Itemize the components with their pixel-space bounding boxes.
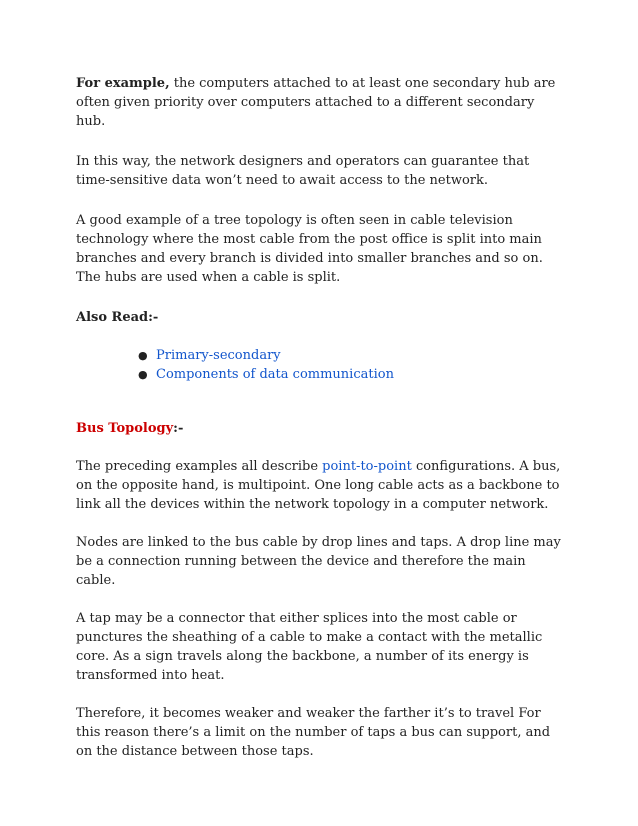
bus-topology-heading-suffix: :- [173, 421, 184, 436]
list-item [138, 365, 566, 384]
bullet-icon: ● [138, 368, 148, 381]
list-item [138, 346, 566, 365]
link-components-of-data-communication[interactable]: Components of data communication [156, 367, 394, 382]
for-example-text: the computers attached to at least one secondary hub are often given priority over computers attached to a different secondary hub. [76, 76, 556, 129]
point-to-point-before: The preceding examples all describe [76, 459, 323, 474]
document-page [76, 74, 566, 761]
paragraph-weaker-signal: Therefore, it becomes weaker and weaker the farther it’s to travel For this reason there’s a limit on the number of taps a bus can support, and on the distance between those taps. [76, 706, 551, 759]
bus-topology-heading [76, 419, 566, 438]
paragraph-tree-topology-example: A good example of a tree topology is often seen in cable television technology where the most cable from the post office is split into main branches and every branch is divided into smaller branches and so on. The hubs are used when a cable is split. [76, 213, 543, 285]
paragraph-drop-lines: Nodes are linked to the bus cable by drop lines and taps. A drop line may be a connection running between the device and therefore the main cable. [76, 535, 561, 588]
paragraph-network-designers: In this way, the network designers and operators can guarantee that time-sensitive data won’t need to await access to the network. [76, 154, 530, 188]
for-example-lead: For example, [76, 76, 170, 91]
point-to-point-after: configurations. A bus, on the opposite hand, is multipoint. One long cable acts as a backbone to link all the devices within the network topology in a computer network. [76, 459, 561, 512]
bullet-icon: ● [138, 349, 148, 362]
paragraph-for-example [76, 74, 566, 131]
paragraph-tap: A tap may be a connector that either splices into the most cable or punctures the sheathing of a cable to make a contact with the metallic core. As a sign travels along the backbone, a number of its energy is transformed into heat. [76, 611, 543, 683]
paragraph-point-to-point [76, 457, 566, 514]
link-primary-secondary[interactable]: Primary-secondary [156, 348, 281, 363]
bus-topology-heading-main: Bus Topology [76, 421, 174, 436]
also-read-list [76, 346, 566, 384]
link-point-to-point[interactable]: point-to-point [322, 459, 412, 474]
also-read-heading: Also Read:- [76, 310, 159, 325]
